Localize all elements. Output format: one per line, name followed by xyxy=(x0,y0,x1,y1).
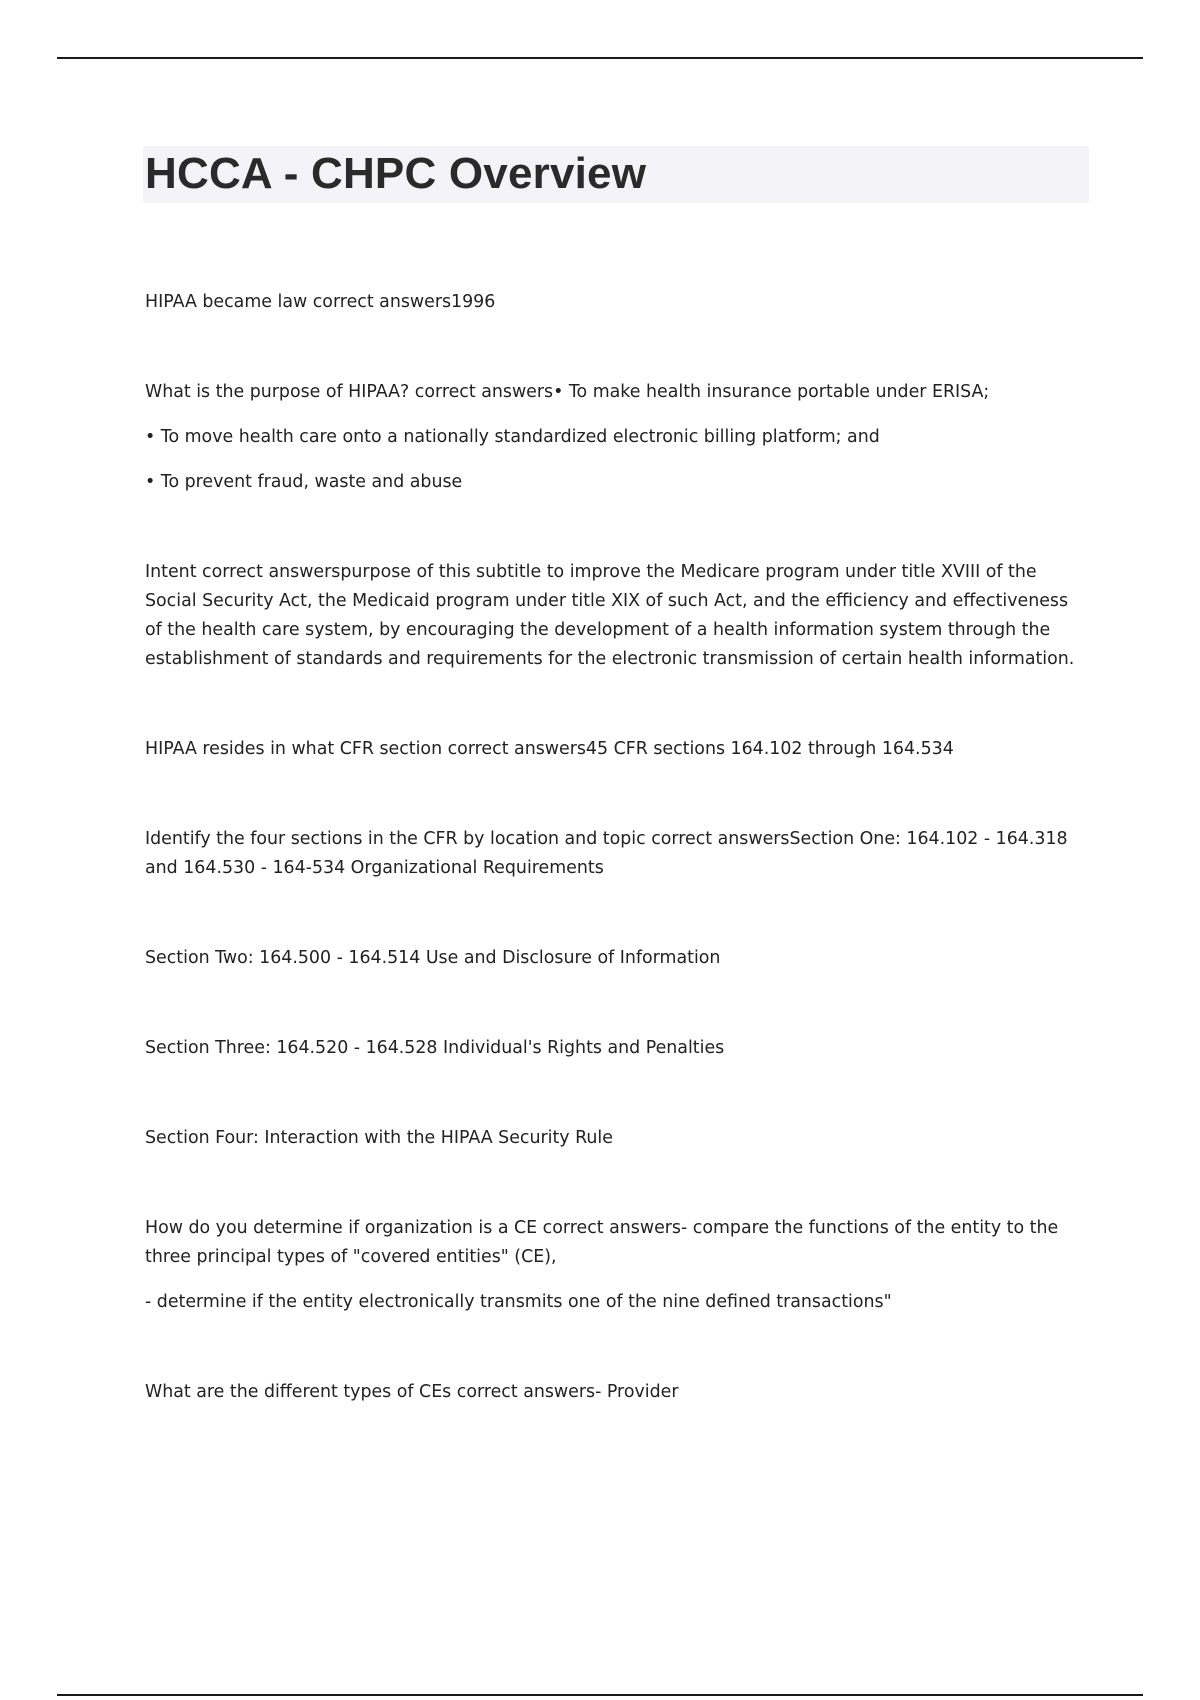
qa-text: Section Two: 164.500 - 164.514 Use and Disclosure of Information xyxy=(145,948,721,968)
document-body xyxy=(145,288,1090,1468)
qa-bullet: - determine if the entity electronically transmits one of the nine defined transactions" xyxy=(145,1292,892,1312)
qa-item xyxy=(145,1214,1090,1317)
header-rule xyxy=(57,57,1143,59)
page-title: HCCA - CHPC Overview xyxy=(145,149,647,198)
qa-text: Intent correct answerspurpose of this subtitle to improve the Medicare program under title XVIII of the Social Security Act, the Medicaid program under title XIX of such Act, and the efficiency and effectiveness of the health care system, by encouraging the development of a health information system through the establishment of standards and requirements for the electronic transmission of certain health information. xyxy=(145,562,1075,669)
footer-rule xyxy=(57,1694,1143,1696)
qa-item xyxy=(145,944,1090,973)
qa-text: Section Four: Interaction with the HIPAA Security Rule xyxy=(145,1128,613,1148)
qa-item xyxy=(145,288,1090,317)
qa-text: HIPAA became law correct answers1996 xyxy=(145,292,496,312)
qa-item xyxy=(145,735,1090,764)
qa-text: Section Three: 164.520 - 164.528 Individual's Rights and Penalties xyxy=(145,1038,725,1058)
qa-text: What is the purpose of HIPAA? correct answers• To make health insurance portable under ERISA; xyxy=(145,382,990,402)
qa-text: What are the different types of CEs correct answers- Provider xyxy=(145,1382,679,1402)
qa-item xyxy=(145,378,1090,497)
qa-item xyxy=(145,1378,1090,1407)
qa-text: Identify the four sections in the CFR by location and topic correct answersSection One: 164.102 - 164.318 and 164.530 - 164-534 Organizational Requirements xyxy=(145,829,1068,878)
qa-item xyxy=(145,1034,1090,1063)
qa-text: HIPAA resides in what CFR section correct answers45 CFR sections 164.102 through 164.534 xyxy=(145,739,954,759)
qa-item xyxy=(145,558,1090,674)
qa-item xyxy=(145,825,1090,883)
qa-item xyxy=(145,1124,1090,1153)
qa-text: How do you determine if organization is a CE correct answers- compare the functions of the entity to the three principal types of "covered entities" (CE), xyxy=(145,1218,1059,1267)
qa-bullet: • To prevent fraud, waste and abuse xyxy=(145,472,463,492)
qa-bullet: • To move health care onto a nationally standardized electronic billing platform; and xyxy=(145,427,880,447)
